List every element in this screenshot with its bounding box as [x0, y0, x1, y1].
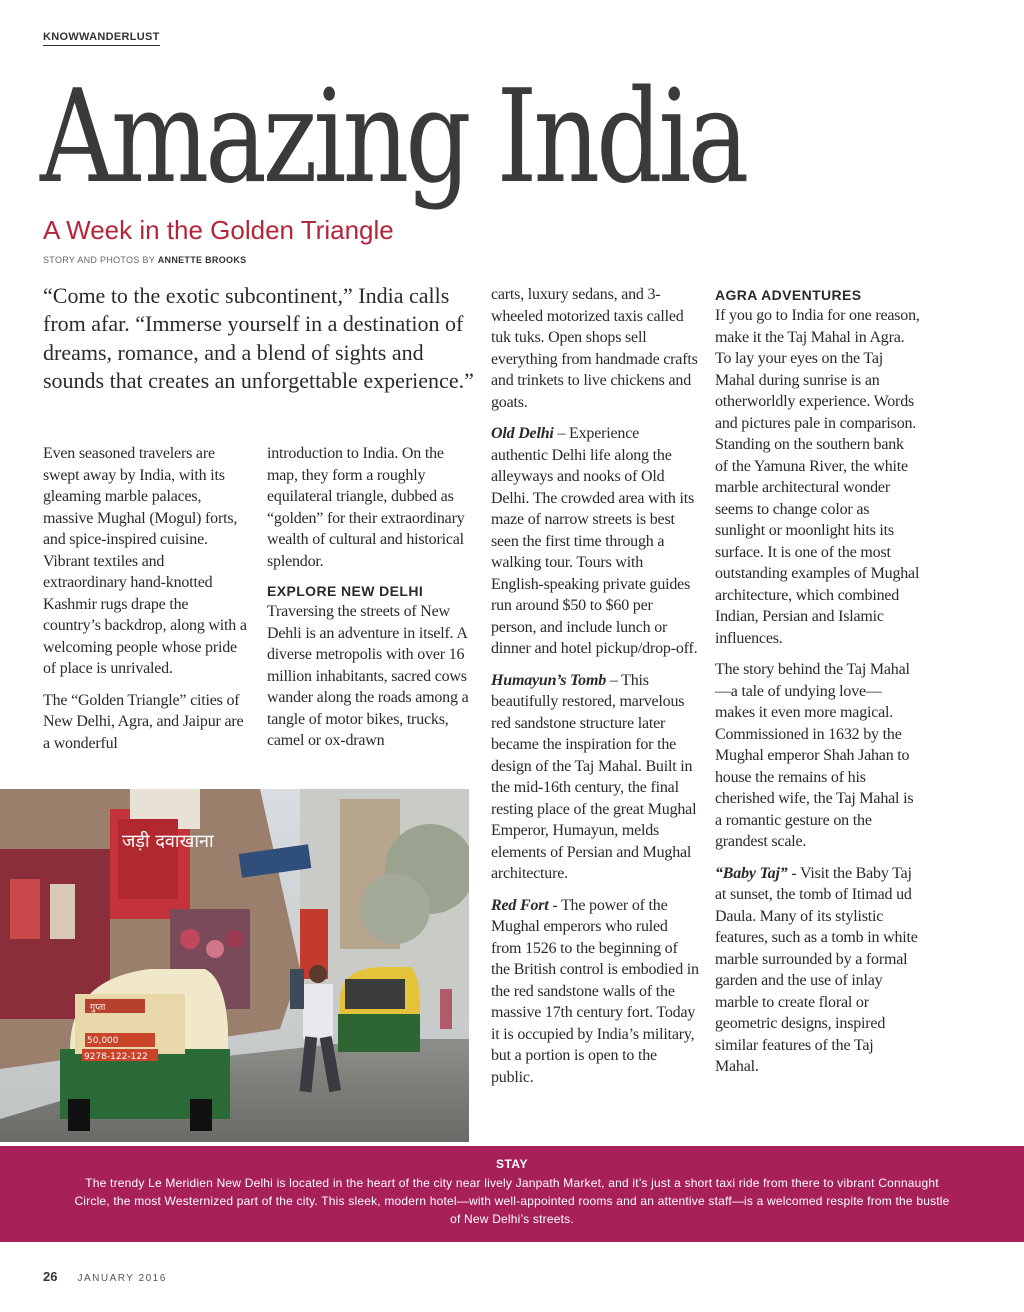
street-scene-photo [0, 789, 469, 1142]
baby-taj-text: - Visit the Baby Taj at sunset, the tomb of Itimad ud Daula. Many of its stylistic features, such as a tomb in white marble surrounded by a formal garden and the use of inlay marble to create floral or geometric designs, inspired similar features of the Taj Mahal. [715, 864, 918, 1075]
issue-date: JANUARY 2016 [77, 1273, 167, 1284]
shop-sign-text: जड़ी दवाखाना [122, 831, 214, 852]
text-column-3 [491, 284, 699, 1098]
old-delhi-paragraph [491, 423, 699, 660]
page-number: 26 [43, 1269, 58, 1284]
section-kicker [43, 31, 160, 46]
humayun-paragraph [491, 670, 699, 885]
byline-author: ANNETTE BROOKS [157, 255, 247, 265]
old-delhi-lead: Old Delhi [491, 425, 554, 442]
stay-heading: STAY [495, 1157, 528, 1171]
golden-triangle-continued: introduction to India. On the map, they form a roughly equilateral triangle, dubbed as “golden” for their extraordinary wealth of cultural and historical splendor. [267, 445, 465, 570]
taj-story-paragraph: The story behind the Taj Mahal—a tale of undying love—makes it even more magical. Commissioned in 1632 by the Mughal emperor Shah Jahan to house the remains of his cherished wife, the Taj Mahal is a romantic gesture on the grandest scale. [715, 661, 914, 850]
byline-prefix: STORY AND PHOTOS BY [43, 255, 158, 265]
page-folio [43, 1269, 167, 1287]
intro-paragraph: Even seasoned travelers are swept away by India, with its gleaming marble palaces, massive Mughal (Mogul) forts, and spice-inspired cuisine. Vibrant textiles and extraordinary hand-knotted Kashmir rugs drape the country’s backdrop, along with a welcoming people whose pride of place is unrivaled. [43, 445, 247, 677]
kicker-wanderlust: WANDERLUST [79, 31, 160, 43]
text-column-1 [43, 443, 248, 764]
red-fort-text: - The power of the Mughal emperors who ruled from 1526 to the beginning of the British control is embodied in the red sandstone walls of the massive 17th century fort. Today it is occupied by India’s military, but a portion is open to the public. [491, 896, 699, 1086]
text-column-2 [267, 443, 472, 762]
taj-mahal-paragraph: If you go to India for one reason, make it the Taj Mahal in Agra. To lay your eyes on the Taj Mahal during sunrise is an otherworldly experience. Words and pictures pale in comparison. Standing on the southern bank of the Yamuna River, the white marble architectural wonder seems to change color as sunlight or moonlight hits its surface. It is one of the most outstanding examples of Mughal architecture, which combined Indian, Persian and Islamic influences. [715, 307, 920, 647]
explore-new-delhi-heading: EXPLORE NEW DELHI [267, 583, 424, 599]
golden-triangle-paragraph: The “Golden Triangle” cities of New Delhi, Agra, and Jaipur are a wonderful [43, 691, 244, 752]
red-fort-paragraph [491, 895, 699, 1089]
rickshaw-price: 50,000 [87, 1036, 119, 1046]
pull-quote: “Come to the exotic subcontinent,” India calls from afar. “Immerse yourself in a destination of dreams, romance, and a blend of sights and sounds that creates an unforgettable experience.” [43, 283, 474, 394]
text-column-4 [715, 284, 920, 1088]
kicker-know: KNOW [43, 31, 80, 43]
agra-adventures-heading: AGRA ADVENTURES [715, 287, 862, 303]
baby-taj-paragraph [715, 863, 920, 1078]
old-delhi-text: – Experience authentic Delhi life along the alleyways and nooks of Old Delhi. The crowded area with its maze of narrow streets is best seen the first time through a walking tour. Tours with English-speaking private guides run around $50 to $60 per person, and include lunch or dinner and hotel pickup/drop-off. [491, 425, 698, 657]
baby-taj-lead: “Baby Taj” [715, 864, 788, 882]
byline [43, 255, 246, 266]
article-subtitle: A Week in the Golden Triangle [43, 215, 394, 245]
new-delhi-paragraph: Traversing the streets of New Dehli is an adventure in itself. A diverse metropolis with over 16 million inhabitants, sacred cows wander along the roads among a tangle of motor bikes, trucks, camel or ox-drawn [267, 603, 469, 749]
stay-text: The trendy Le Meridien New Delhi is located in the heart of the city near lively Janpath Market, and it’s just a short taxi ride from there to vibrant Connaught Circle, the most Westernized part of the city. This sleek, modern hotel—with well-appointed rooms and an attentive staff—is a welcomed respite from the bustle of New Delhi’s streets. [74, 1176, 950, 1226]
stay-sidebar [0, 1146, 1024, 1242]
humayun-lead: Humayun’s Tomb [491, 671, 607, 689]
humayun-text: – This beautifully restored, marvelous red sandstone structure later became the inspiration for the design of the Taj Mahal. Built in the mid-16th century, the final resting place of the great Mughal Emperor, Humayun, melds elements of Persian and Mughal architecture. [491, 671, 697, 882]
new-delhi-continued: carts, luxury sedans, and 3-wheeled motorized taxis called tuk tuks. Open shops sell everything from handmade crafts and trinkets to live chickens and goats. [491, 286, 698, 411]
rickshaw-banner: गुप्ता [90, 1003, 106, 1013]
red-fort-lead: Red Fort [491, 896, 549, 914]
rickshaw-phone: 9278-122-122 [84, 1052, 148, 1062]
article-title: Amazing India [40, 63, 746, 212]
